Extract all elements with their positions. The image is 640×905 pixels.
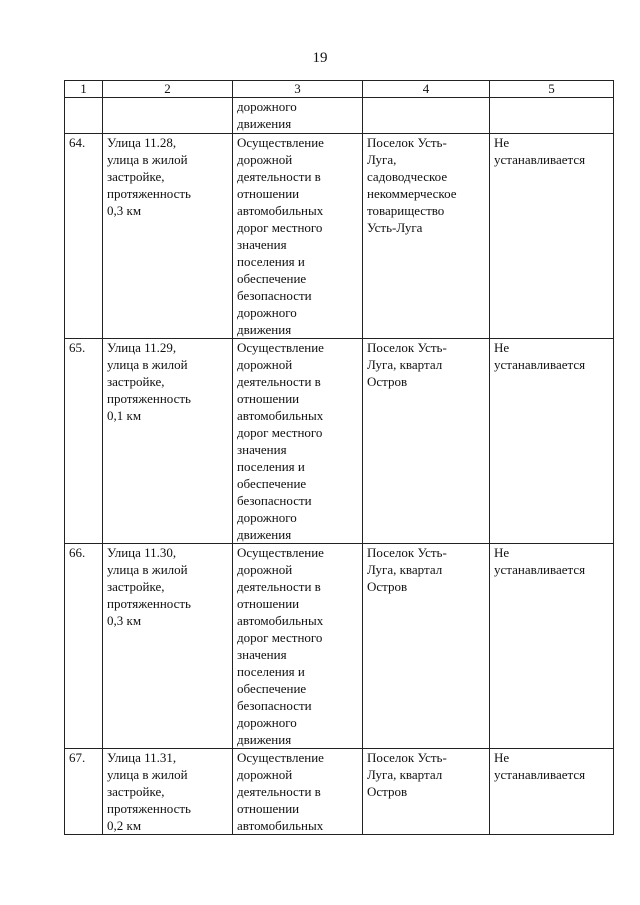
category-cell: Не устанавливается — [490, 749, 614, 835]
table-row-continuation — [65, 98, 614, 134]
location-cell: Поселок Усть- Луга, садоводческое некоммерческое товарищество Усть-Луга — [363, 134, 490, 339]
category-cell: Не устанавливается — [490, 339, 614, 544]
road-name-cell: Улица 11.29, улица в жилой застройке, протяженность 0,1 км — [103, 339, 233, 544]
category-cell: Не устанавливается — [490, 544, 614, 749]
location-cell: Поселок Усть- Луга, квартал Остров — [363, 544, 490, 749]
row-number-cell: 66. — [65, 544, 103, 749]
table-row — [65, 134, 614, 339]
location-cell: Поселок Усть- Луга, квартал Остров — [363, 749, 490, 835]
purpose-cell: дорожного движения — [233, 98, 363, 134]
road-name-cell: Улица 11.31, улица в жилой застройке, протяженность 0,2 км — [103, 749, 233, 835]
row-number-cell: 67. — [65, 749, 103, 835]
road-name-cell — [103, 98, 233, 134]
purpose-cell: Осуществление дорожной деятельности в отношении автомобильных дорог местного значения поселения и обеспечение безопасности дорожного движения — [233, 134, 363, 339]
table-row — [65, 339, 614, 544]
location-cell — [363, 98, 490, 134]
table-row — [65, 544, 614, 749]
category-cell: Не устанавливается — [490, 134, 614, 339]
purpose-cell: Осуществление дорожной деятельности в отношении автомобильных дорог местного значения поселения и обеспечение безопасности дорожного движения — [233, 339, 363, 544]
row-number-cell: 65. — [65, 339, 103, 544]
road-name-cell: Улица 11.28, улица в жилой застройке, протяженность 0,3 км — [103, 134, 233, 339]
column-header: 5 — [490, 81, 614, 98]
purpose-cell: Осуществление дорожной деятельности в отношении автомобильных — [233, 749, 363, 835]
column-header: 4 — [363, 81, 490, 98]
table-header-row — [65, 81, 614, 98]
column-header: 1 — [65, 81, 103, 98]
page-number: 19 — [312, 50, 328, 66]
document-table — [64, 80, 614, 835]
column-header: 2 — [103, 81, 233, 98]
table-row — [65, 749, 614, 835]
row-number-cell — [65, 98, 103, 134]
road-name-cell: Улица 11.30, улица в жилой застройке, протяженность 0,3 км — [103, 544, 233, 749]
location-cell: Поселок Усть- Луга, квартал Остров — [363, 339, 490, 544]
row-number-cell: 64. — [65, 134, 103, 339]
purpose-cell: Осуществление дорожной деятельности в отношении автомобильных дорог местного значения поселения и обеспечение безопасности дорожного движения — [233, 544, 363, 749]
column-header: 3 — [233, 81, 363, 98]
category-cell — [490, 98, 614, 134]
